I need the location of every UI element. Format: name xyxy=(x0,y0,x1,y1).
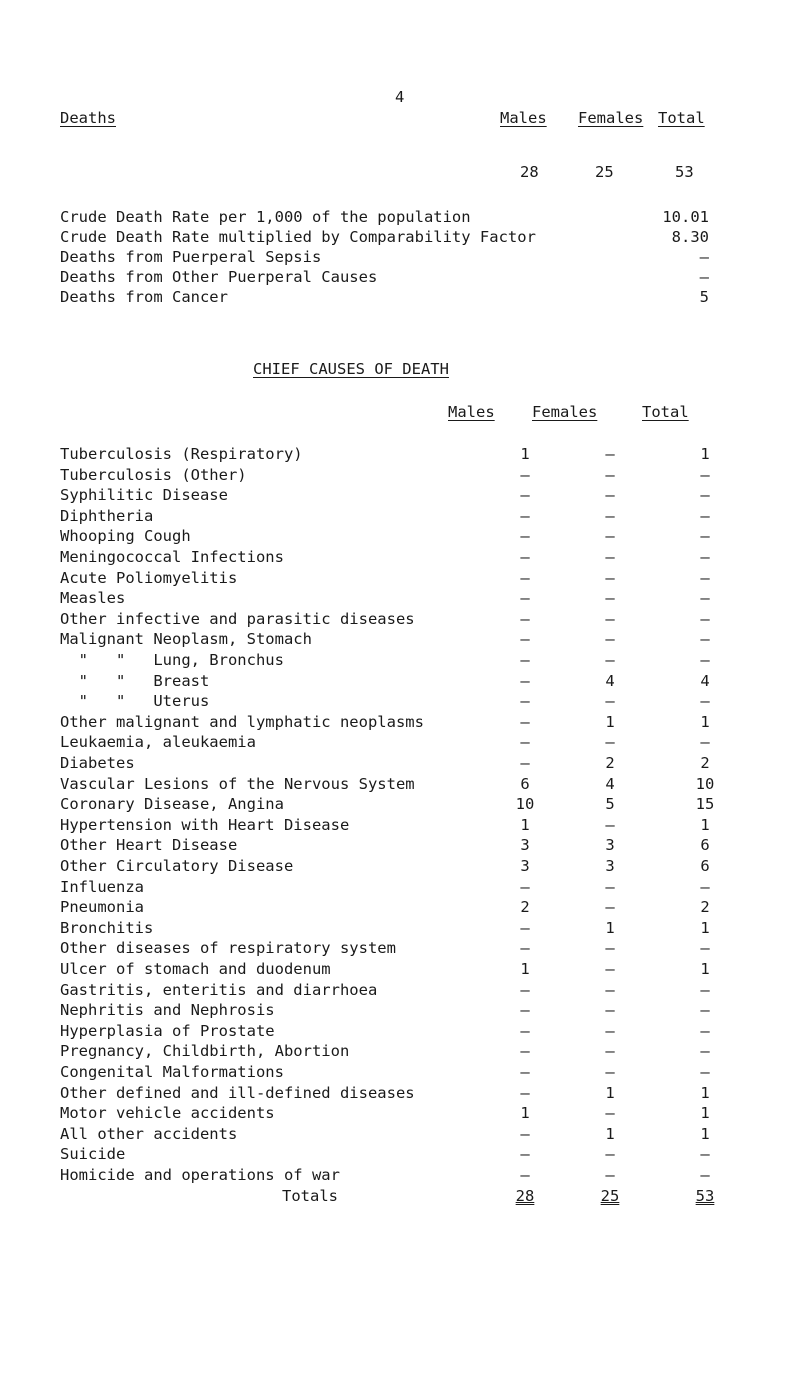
cause-females: – xyxy=(605,630,615,649)
page-number: 4 xyxy=(395,88,405,106)
summary-row xyxy=(60,228,536,246)
cause-males: – xyxy=(520,486,530,505)
summary-label: Deaths from Puerperal Sepsis xyxy=(60,248,322,266)
cause-label: Meningococcal Infections xyxy=(60,548,284,566)
cause-total: – xyxy=(700,568,710,587)
cause-row xyxy=(60,1145,720,1165)
cause-row xyxy=(60,548,720,568)
causes-females-heading: Females xyxy=(532,403,598,421)
summary-row xyxy=(60,288,228,306)
cause-males: – xyxy=(520,754,530,772)
cause-row xyxy=(60,1084,720,1104)
cause-total: – xyxy=(700,692,710,711)
cause-females: – xyxy=(605,1145,615,1164)
cause-row xyxy=(60,486,720,506)
cause-females: 3 xyxy=(605,836,615,855)
cause-total: 1 xyxy=(700,1104,710,1123)
cause-males: – xyxy=(520,506,530,525)
cause-total: – xyxy=(700,527,710,546)
cause-row xyxy=(60,569,720,589)
cause-total: 4 xyxy=(700,671,710,690)
cause-total: – xyxy=(700,589,710,608)
cause-row xyxy=(60,1125,720,1145)
cause-females: – xyxy=(605,548,615,566)
cause-males: 10 xyxy=(515,795,535,814)
summary-label: Crude Death Rate per 1,000 of the population xyxy=(60,208,471,226)
summary-row xyxy=(60,208,471,226)
cause-total: 1 xyxy=(700,815,710,834)
cause-label: Influenza xyxy=(60,877,144,896)
cause-total: – xyxy=(700,506,710,525)
causes-title: CHIEF CAUSES OF DEATH xyxy=(253,360,449,378)
cause-label: Tuberculosis (Respiratory) xyxy=(60,445,303,463)
cause-total: 1 xyxy=(700,712,710,731)
cause-row xyxy=(60,754,720,774)
cause-label: Homicide and operations of war xyxy=(60,1166,340,1184)
cause-females: – xyxy=(605,568,615,587)
cause-females: – xyxy=(605,815,615,834)
cause-label: Pneumonia xyxy=(60,898,144,917)
cause-males: – xyxy=(520,527,530,546)
cause-males: – xyxy=(520,630,530,649)
cause-total: – xyxy=(700,486,710,505)
cause-males: 3 xyxy=(520,836,530,855)
cause-males: – xyxy=(520,671,530,690)
cause-females: 1 xyxy=(605,712,615,731)
cause-females: – xyxy=(605,589,615,608)
cause-total: 10 xyxy=(695,774,715,793)
cause-total: 1 xyxy=(700,960,710,978)
cause-row xyxy=(60,836,720,856)
cause-females: 2 xyxy=(605,754,615,772)
cause-females: – xyxy=(605,1063,615,1081)
cause-males: 2 xyxy=(520,898,530,917)
cause-total: 15 xyxy=(695,795,715,814)
summary-label: Crude Death Rate multiplied by Comparability Factor xyxy=(60,228,536,246)
cause-total: – xyxy=(700,1145,710,1164)
cause-label: Vascular Lesions of the Nervous System xyxy=(60,774,415,793)
cause-males: – xyxy=(520,1063,530,1081)
cause-total: 2 xyxy=(700,754,710,772)
cause-row xyxy=(60,445,720,465)
cause-row xyxy=(60,466,720,486)
cause-row xyxy=(60,960,720,980)
deaths-heading: Deaths xyxy=(60,109,116,127)
cause-row xyxy=(60,672,720,692)
cause-males: – xyxy=(520,1001,530,1020)
cause-label: Coronary Disease, Angina xyxy=(60,795,284,814)
cause-total: – xyxy=(700,548,710,566)
cause-label: Other defined and ill-defined diseases xyxy=(60,1083,415,1102)
cause-label: Suicide xyxy=(60,1145,126,1164)
cause-males: – xyxy=(520,609,530,628)
deaths-females-count: 25 xyxy=(595,163,614,181)
cause-males: – xyxy=(520,548,530,566)
cause-label: Other Circulatory Disease xyxy=(60,857,294,875)
cause-row xyxy=(60,692,720,712)
cause-label: Tuberculosis (Other) xyxy=(60,465,247,484)
cause-females: 1 xyxy=(605,1124,615,1143)
cause-label: Malignant Neoplasm, Stomach xyxy=(60,630,312,649)
cause-label: Gastritis, enteritis and diarrhoea xyxy=(60,980,378,999)
cause-row xyxy=(60,630,720,650)
cause-row xyxy=(60,939,720,959)
cause-row xyxy=(60,1042,720,1062)
cause-label: Measles xyxy=(60,589,126,608)
summary-value: 8.30 xyxy=(671,228,709,246)
cause-females: – xyxy=(605,1104,615,1123)
cause-total: – xyxy=(700,939,710,958)
cause-males: 1 xyxy=(520,1104,530,1123)
cause-males: – xyxy=(520,939,530,958)
cause-label: Other diseases of respiratory system xyxy=(60,939,396,958)
cause-females: 3 xyxy=(605,857,615,875)
cause-label: Diphtheria xyxy=(60,506,154,525)
cause-row xyxy=(60,857,720,877)
cause-total: 6 xyxy=(700,857,710,875)
cause-row xyxy=(60,1104,720,1124)
cause-total: 2 xyxy=(700,898,710,917)
cause-females: – xyxy=(605,445,615,463)
cause-label: Diabetes xyxy=(60,754,135,772)
cause-males: 3 xyxy=(520,857,530,875)
cause-total: – xyxy=(700,1063,710,1081)
females-heading: Females xyxy=(578,109,644,127)
cause-row xyxy=(60,733,720,753)
cause-row xyxy=(60,507,720,527)
total-heading: Total xyxy=(658,109,705,127)
cause-label: Other malignant and lymphatic neoplasms xyxy=(60,712,424,731)
cause-label: Other infective and parasitic diseases xyxy=(60,609,415,628)
cause-females: – xyxy=(605,1166,615,1184)
cause-row xyxy=(60,589,720,609)
cause-males: – xyxy=(520,1124,530,1143)
cause-males: 1 xyxy=(520,960,530,978)
cause-females: 1 xyxy=(605,918,615,937)
summary-row xyxy=(60,268,377,286)
cause-males: – xyxy=(520,712,530,731)
cause-label: " " Uterus xyxy=(60,692,210,711)
totals-total: 53 xyxy=(695,1186,715,1205)
cause-males: – xyxy=(520,733,530,752)
cause-males: – xyxy=(520,980,530,999)
summary-label: Deaths from Cancer xyxy=(60,288,228,306)
cause-row xyxy=(60,898,720,918)
cause-label: " " Lung, Bronchus xyxy=(60,651,284,669)
summary-value: 5 xyxy=(699,288,709,306)
cause-row xyxy=(60,775,720,795)
cause-females: – xyxy=(605,1001,615,1020)
cause-total: 1 xyxy=(700,1124,710,1143)
summary-row xyxy=(60,248,321,266)
cause-row xyxy=(60,1063,720,1083)
cause-males: 1 xyxy=(520,815,530,834)
cause-females: – xyxy=(605,877,615,896)
cause-total: – xyxy=(700,1042,710,1061)
totals-row xyxy=(60,1187,720,1207)
cause-females: – xyxy=(605,609,615,628)
cause-row xyxy=(60,1022,720,1042)
cause-row xyxy=(60,527,720,547)
cause-females: 5 xyxy=(605,795,615,814)
cause-females: – xyxy=(605,1042,615,1061)
cause-males: – xyxy=(520,1021,530,1040)
cause-row xyxy=(60,1001,720,1021)
summary-label: Deaths from Other Puerperal Causes xyxy=(60,268,378,286)
cause-label: Bronchitis xyxy=(60,918,154,937)
males-heading: Males xyxy=(500,109,547,127)
summary-value: – xyxy=(699,268,709,286)
cause-males: – xyxy=(520,918,530,937)
cause-label: Hypertension with Heart Disease xyxy=(60,815,350,834)
cause-females: – xyxy=(605,980,615,999)
cause-label: All other accidents xyxy=(60,1124,238,1143)
cause-males: – xyxy=(520,651,530,669)
totals-males: 28 xyxy=(515,1186,535,1205)
cause-label: Nephritis and Nephrosis xyxy=(60,1001,275,1020)
cause-label: Acute Poliomyelitis xyxy=(60,568,238,587)
cause-males: – xyxy=(520,1145,530,1164)
cause-label: Other Heart Disease xyxy=(60,836,238,855)
cause-females: – xyxy=(605,486,615,505)
cause-total: – xyxy=(700,465,710,484)
cause-row xyxy=(60,878,720,898)
summary-value: 10.01 xyxy=(662,208,709,226)
cause-females: – xyxy=(605,527,615,546)
cause-females: 4 xyxy=(605,774,615,793)
cause-row xyxy=(60,651,720,671)
cause-label: Hyperplasia of Prostate xyxy=(60,1021,275,1040)
cause-total: – xyxy=(700,980,710,999)
cause-total: – xyxy=(700,733,710,752)
cause-males: – xyxy=(520,1166,530,1184)
cause-total: 1 xyxy=(700,918,710,937)
cause-label: Congenital Malformations xyxy=(60,1063,284,1081)
cause-total: – xyxy=(700,877,710,896)
cause-total: 6 xyxy=(700,836,710,855)
cause-row xyxy=(60,981,720,1001)
cause-label: Syphilitic Disease xyxy=(60,486,228,505)
deaths-total-count: 53 xyxy=(675,163,694,181)
summary-value: – xyxy=(699,248,709,266)
cause-total: – xyxy=(700,630,710,649)
cause-row xyxy=(60,919,720,939)
cause-males: 6 xyxy=(520,774,530,793)
cause-females: – xyxy=(605,506,615,525)
cause-label: Whooping Cough xyxy=(60,527,191,546)
totals-label: Totals xyxy=(282,1186,338,1205)
cause-females: – xyxy=(605,651,615,669)
cause-males: – xyxy=(520,1083,530,1102)
cause-label: Motor vehicle accidents xyxy=(60,1104,275,1123)
cause-males: – xyxy=(520,1042,530,1061)
cause-males: – xyxy=(520,568,530,587)
cause-label: Leukaemia, aleukaemia xyxy=(60,733,256,752)
cause-females: – xyxy=(605,1021,615,1040)
cause-males: – xyxy=(520,877,530,896)
cause-females: 4 xyxy=(605,671,615,690)
cause-label: Pregnancy, Childbirth, Abortion xyxy=(60,1042,350,1061)
cause-label: Ulcer of stomach and duodenum xyxy=(60,960,331,978)
cause-total: – xyxy=(700,1021,710,1040)
cause-females: – xyxy=(605,733,615,752)
cause-males: – xyxy=(520,692,530,711)
cause-row xyxy=(60,610,720,630)
cause-females: – xyxy=(605,960,615,978)
cause-males: 1 xyxy=(520,445,530,463)
cause-row xyxy=(60,816,720,836)
cause-total: – xyxy=(700,1166,710,1184)
cause-females: – xyxy=(605,692,615,711)
deaths-males-count: 28 xyxy=(520,163,539,181)
cause-males: – xyxy=(520,589,530,608)
cause-total: 1 xyxy=(700,1083,710,1102)
cause-total: – xyxy=(700,609,710,628)
cause-row xyxy=(60,1166,720,1186)
cause-total: 1 xyxy=(700,445,710,463)
causes-males-heading: Males xyxy=(448,403,495,421)
causes-total-heading: Total xyxy=(642,403,689,421)
cause-row xyxy=(60,795,720,815)
cause-females: – xyxy=(605,898,615,917)
cause-females: 1 xyxy=(605,1083,615,1102)
cause-females: – xyxy=(605,939,615,958)
cause-females: – xyxy=(605,465,615,484)
cause-total: – xyxy=(700,1001,710,1020)
cause-label: " " Breast xyxy=(60,671,210,690)
totals-females: 25 xyxy=(600,1186,620,1205)
cause-total: – xyxy=(700,651,710,669)
cause-row xyxy=(60,713,720,733)
cause-males: – xyxy=(520,465,530,484)
